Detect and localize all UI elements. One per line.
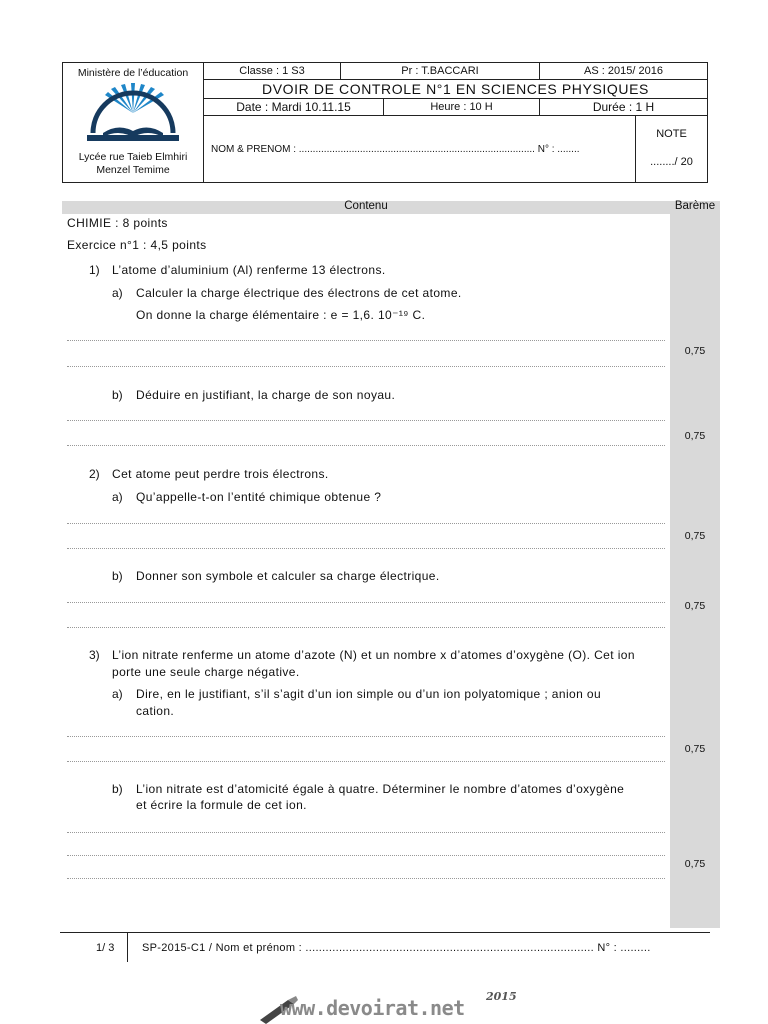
bareme-column <box>670 214 720 928</box>
contenu-header: Contenu <box>344 200 388 212</box>
answer-line[interactable] <box>67 548 665 549</box>
q3-number: 3) <box>89 648 100 662</box>
watermark-text: www.devoirat.net <box>280 996 465 1020</box>
name-field[interactable]: NOM & PRENOM : ..................................................................................... N° : ........ <box>203 116 635 182</box>
q3-text-line1: L’ion nitrate renferme un atome d’azote (N) et un nombre x d’atomes d’oxygène (O). Cet ion <box>112 648 635 662</box>
q2b-text: Donner son symbole et calculer sa charge électrique. <box>136 569 440 583</box>
footer-rule <box>60 932 710 933</box>
q3a-number: a) <box>112 687 123 701</box>
ministry-label: Ministère de l’éducation <box>77 67 189 79</box>
exercise-heading: Exercice n°1 : 4,5 points <box>67 238 207 252</box>
bareme-value: 0,75 <box>684 530 706 542</box>
exam-title: DVOIR DE CONTROLE N°1 EN SCIENCES PHYSIQUES <box>203 80 707 99</box>
answer-line[interactable] <box>67 855 665 856</box>
school-line-2: Menzel Temime <box>96 164 170 176</box>
answer-line[interactable] <box>67 602 665 603</box>
q2a-number: a) <box>112 490 123 504</box>
q2b-number: b) <box>112 569 123 583</box>
header-box <box>62 62 708 183</box>
bareme-value: 0,75 <box>684 345 706 357</box>
answer-line[interactable] <box>67 832 665 833</box>
q2-number: 2) <box>89 467 100 481</box>
note-box <box>635 116 707 182</box>
answer-line[interactable] <box>67 445 665 446</box>
footer-name-line[interactable]: SP-2015-C1 / Nom et prénom : ...................................................................................... N° : ......... <box>142 942 651 954</box>
q3a-text-line2: cation. <box>136 704 175 718</box>
class-cell: Classe : 1 S3 <box>203 63 340 80</box>
q3b-text-line1: L’ion nitrate est d’atomicité égale à quatre. Déterminer le nombre d’atomes d’oxygène <box>136 782 625 796</box>
q1a-subtext: On donne la charge élémentaire : e = 1,6. 10⁻¹⁹ C. <box>136 308 426 322</box>
teacher-cell: Pr : T.BACCARI <box>340 63 539 80</box>
time-cell: Heure : 10 H <box>383 99 539 116</box>
q1-text: L’atome d’aluminium (Al) renferme 13 électrons. <box>112 263 386 277</box>
bareme-value: 0,75 <box>684 858 706 870</box>
bareme-value: 0,75 <box>684 430 706 442</box>
bareme-value: 0,75 <box>684 600 706 612</box>
q2a-text: Qu’appelle-t-on l’entité chimique obtenue ? <box>136 490 382 504</box>
q1b-number: b) <box>112 388 123 402</box>
q1a-text: Calculer la charge électrique des électrons de cet atome. <box>136 286 462 300</box>
q1b-text: Déduire en justifiant, la charge de son noyau. <box>136 388 396 402</box>
q3b-text-line2: et écrire la formule de cet ion. <box>136 798 307 812</box>
note-label: NOTE <box>656 128 687 140</box>
q2-text: Cet atome peut perdre trois électrons. <box>112 467 329 481</box>
answer-line[interactable] <box>67 523 665 524</box>
answer-line[interactable] <box>67 736 665 737</box>
watermark-year: 2015 <box>486 990 517 1003</box>
bareme-header: Barème <box>674 200 716 212</box>
answer-line[interactable] <box>67 340 665 341</box>
school-logo <box>81 83 185 149</box>
note-value[interactable]: ......../ 20 <box>650 156 693 168</box>
duration-cell: Durée : 1 H <box>539 99 707 116</box>
date-cell: Date : Mardi 10.11.15 <box>203 99 383 116</box>
answer-line[interactable] <box>67 761 665 762</box>
bareme-value: 0,75 <box>684 743 706 755</box>
footer-divider <box>127 932 128 962</box>
answer-line[interactable] <box>67 878 665 879</box>
watermark <box>258 990 538 1024</box>
year-cell: AS : 2015/ 2016 <box>539 63 707 80</box>
answer-line[interactable] <box>67 366 665 367</box>
q3a-text-line1: Dire, en le justifiant, s’il s’agit d’un ion simple ou d’un ion polyatomique ; anion ou <box>136 687 602 701</box>
q1a-number: a) <box>112 286 123 300</box>
answer-line[interactable] <box>67 420 665 421</box>
q3-text-line2: porte une seule charge négative. <box>112 665 300 679</box>
q1-number: 1) <box>89 263 100 277</box>
school-name <box>63 151 203 177</box>
answer-line[interactable] <box>67 627 665 628</box>
school-line-1: Lycée rue Taieb Elmhiri <box>78 151 188 163</box>
q3b-number: b) <box>112 782 123 796</box>
page-number: 1/ 3 <box>96 942 115 954</box>
chimie-heading: CHIMIE : 8 points <box>67 216 168 230</box>
